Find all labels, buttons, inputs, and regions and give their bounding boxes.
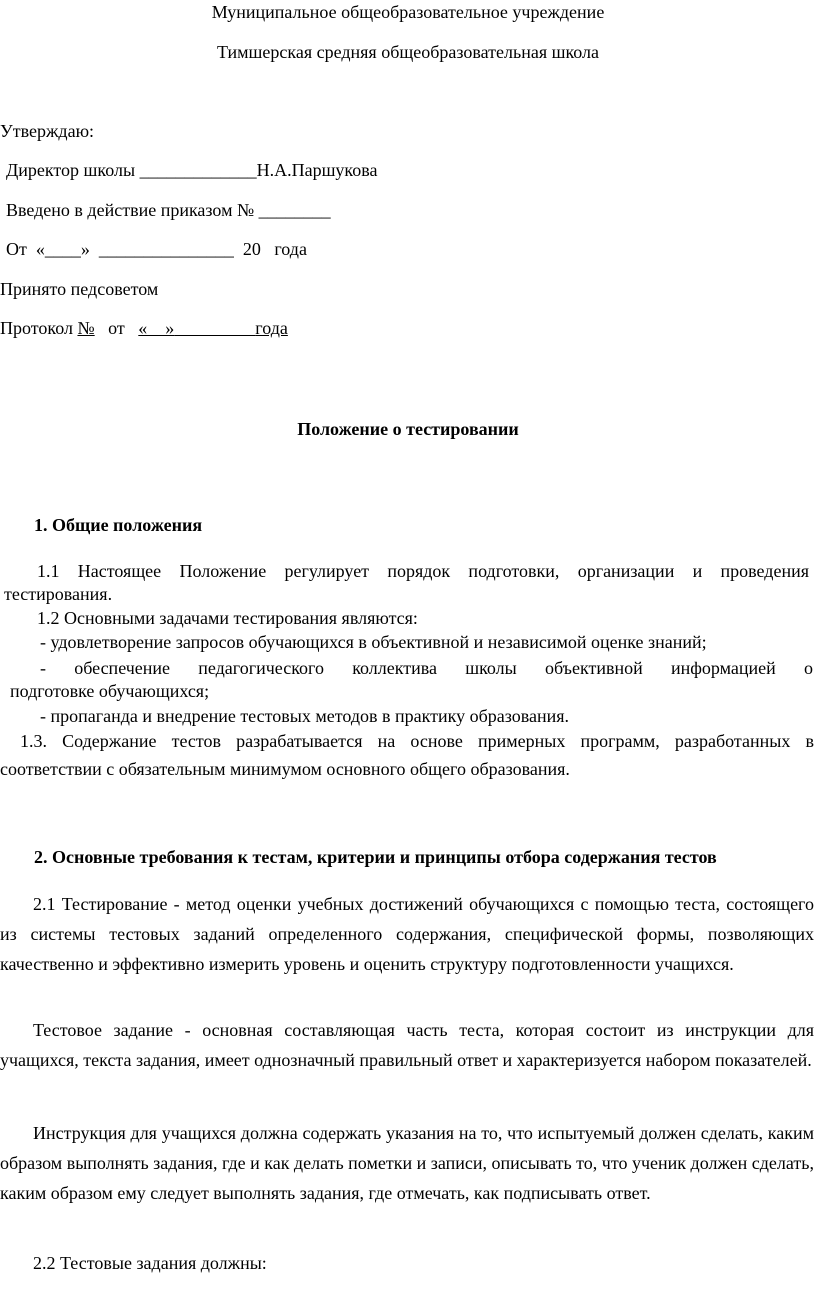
section2-instruction: Инструкция для учащихся должна содержать указания на то, что испытуемый должен сделать, каким образом выполнять задания, где и как делать пометки и записи, описывать то, что ученик должен сделать, каким образом ему следует выполнять задания, где отмечать, как подписывать ответ. — [0, 1123, 814, 1203]
section1-p1-1-line1: 1.1 Настоящее Положение регулирует порядок подготовки, организации и проведения — [37, 561, 809, 581]
date-year: 20 — [242, 239, 261, 259]
section1-bullet1: - удовлетворение запросов обучающихся в объективной и независимой оценке знаний; — [40, 632, 707, 652]
date-line — [6, 239, 307, 260]
section1-heading: 1. Общие положения — [34, 515, 203, 535]
protocol-word: года — [255, 318, 288, 338]
date-close-quote: » — [80, 239, 90, 259]
order-line: Введено в действие приказом № ________ — [6, 200, 331, 220]
section2-p2-1: 2.1 Тестирование - метод оценки учебных достижений обучающихся с помощью теста, состоящего из системы тестовых заданий определенного содержания, специфической формы, позволяющих качественно и эффективно измерить уровень и оценить структуру подготовленности учащихся. — [0, 894, 814, 974]
date-day-blank: ____ — [44, 239, 81, 259]
section1-p1-3: 1.3. Содержание тестов разрабатывается на основе примерных программ, разработанных в соответствии с обязательным минимумом основного общего образования. — [0, 731, 814, 779]
protocol-label: Протокол — [0, 318, 73, 338]
date-word: года — [274, 239, 307, 259]
section2-heading: 2. Основные требования к тестам, критерии и принципы отбора содержания тестов — [34, 847, 717, 867]
date-month-blank: _______________ — [98, 239, 234, 259]
director-label: Директор школы — [6, 160, 136, 180]
council-line: Принято педсоветом — [0, 279, 159, 299]
director-signature-blank: _____________ — [139, 160, 257, 180]
section1-bullet2-line1: - обеспечение педагогического коллектива школы объективной информацией о — [40, 658, 813, 678]
date-from: От — [6, 239, 27, 259]
document-title: Положение о тестировании — [297, 419, 519, 439]
section1-p1-1-line2: тестирования. — [4, 584, 113, 604]
section2-p2-2: 2.2 Тестовые задания должны: — [33, 1253, 267, 1273]
institution-name: Муниципальное общеобразовательное учреждение — [211, 2, 605, 22]
director-line — [6, 160, 378, 181]
school-name: Тимшерская средняя общеобразовательная школа — [216, 42, 600, 62]
protocol-quotes: « » — [138, 318, 175, 338]
protocol-date-blank — [138, 318, 288, 338]
section1-bullet3: - пропаганда и внедрение тестовых методов в практику образования. — [40, 706, 570, 726]
section1-p1-2: 1.2 Основными задачами тестирования являются: — [37, 608, 418, 628]
protocol-from: от — [108, 318, 125, 338]
protocol-number-sign: № — [77, 318, 95, 338]
protocol-line — [0, 318, 288, 339]
approve-label: Утверждаю: — [0, 121, 95, 141]
section2-test-task: Тестовое задание - основная составляющая часть теста, которая состоит из инструкции для учащихся, текста задания, имеет однозначный правильный ответ и характеризуется набором показателей. — [0, 1020, 814, 1070]
director-name: Н.А.Паршукова — [256, 160, 378, 180]
date-open-quote: « — [35, 239, 45, 259]
section1-bullet2-line2: подготовке обучающихся; — [10, 681, 210, 701]
